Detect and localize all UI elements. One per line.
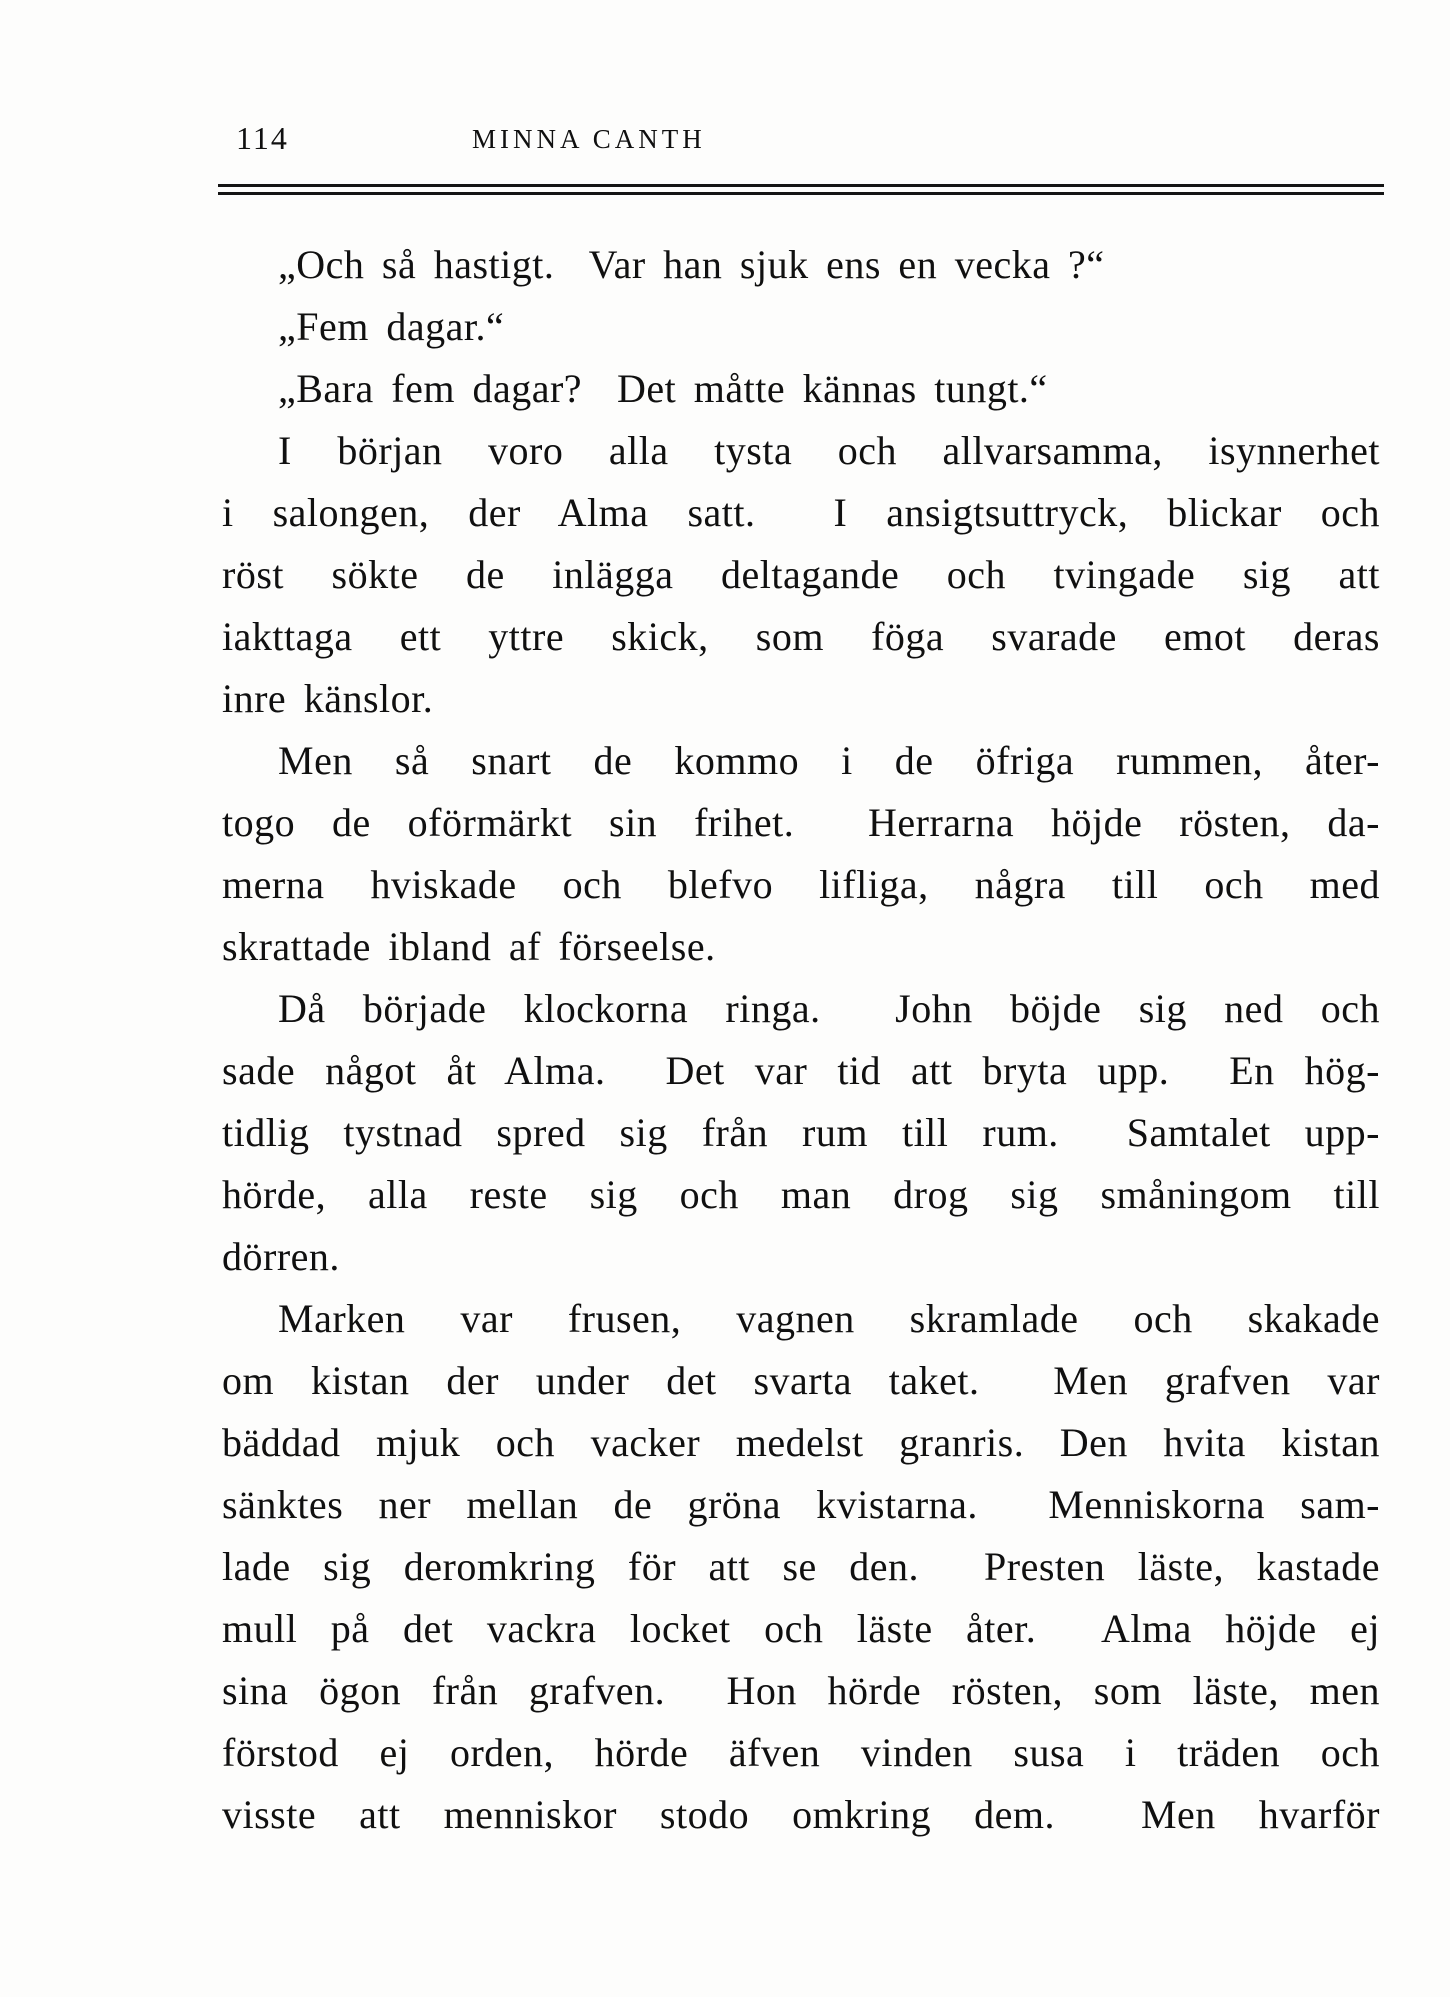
text-line: bäddad mjuk och vacker medelst granris. Den hvita kistan bbox=[222, 1420, 1380, 1465]
text-line: „Fem dagar.“ bbox=[278, 304, 505, 349]
text-line: visste att menniskor stodo omkring dem. Men hvarför bbox=[222, 1792, 1380, 1837]
running-title: MINNA CANTH bbox=[472, 124, 706, 154]
text-line: „Och så hastigt. Var han sjuk ens en vecka ?“ bbox=[278, 242, 1105, 287]
text-line: dörren. bbox=[222, 1234, 340, 1279]
text-line: inre känslor. bbox=[222, 676, 434, 721]
text-line: sänktes ner mellan de gröna kvistarna. Menniskorna sam- bbox=[222, 1482, 1380, 1527]
page-number: 114 bbox=[236, 120, 289, 156]
text-block bbox=[222, 234, 1380, 1846]
header-double-rule bbox=[218, 184, 1384, 195]
text-line: iakttaga ett yttre skick, som föga svarade emot deras bbox=[222, 614, 1380, 659]
text-line: sina ögon från grafven. Hon hörde rösten, som läste, men bbox=[222, 1668, 1380, 1713]
text-line: merna hviskade och blefvo lifliga, några till och med bbox=[222, 862, 1380, 907]
text-line: skrattade ibland af förseelse. bbox=[222, 924, 716, 969]
text-line: om kistan der under det svarta taket. Men grafven var bbox=[222, 1358, 1380, 1403]
text-line: röst sökte de inlägga deltagande och tvingade sig att bbox=[222, 552, 1380, 597]
text-line: mull på det vackra locket och läste åter. Alma höjde ej bbox=[222, 1606, 1380, 1651]
text-line: hörde, alla reste sig och man drog sig småningom till bbox=[222, 1172, 1380, 1217]
text-line: Då började klockorna ringa. John böjde sig ned och bbox=[278, 986, 1380, 1031]
text-line: Marken var frusen, vagnen skramlade och skakade bbox=[278, 1296, 1380, 1341]
text-line: förstod ej orden, hörde äfven vinden susa i träden och bbox=[222, 1730, 1380, 1775]
text-line: „Bara fem dagar? Det måtte kännas tungt.“ bbox=[278, 366, 1048, 411]
text-line: I början voro alla tysta och allvarsamma, isynnerhet bbox=[278, 428, 1380, 473]
text-line: togo de oförmärkt sin frihet. Herrarna höjde rösten, da- bbox=[222, 800, 1380, 845]
text-line: tidlig tystnad spred sig från rum till rum. Samtalet upp- bbox=[222, 1110, 1380, 1155]
text-line: i salongen, der Alma satt. I ansigtsuttryck, blickar och bbox=[222, 490, 1380, 535]
text-line: Men så snart de kommo i de öfriga rummen, åter- bbox=[278, 738, 1380, 783]
text-line: lade sig deromkring för att se den. Presten läste, kastade bbox=[222, 1544, 1380, 1589]
text-line: sade något åt Alma. Det var tid att bryta upp. En hög- bbox=[222, 1048, 1380, 1093]
